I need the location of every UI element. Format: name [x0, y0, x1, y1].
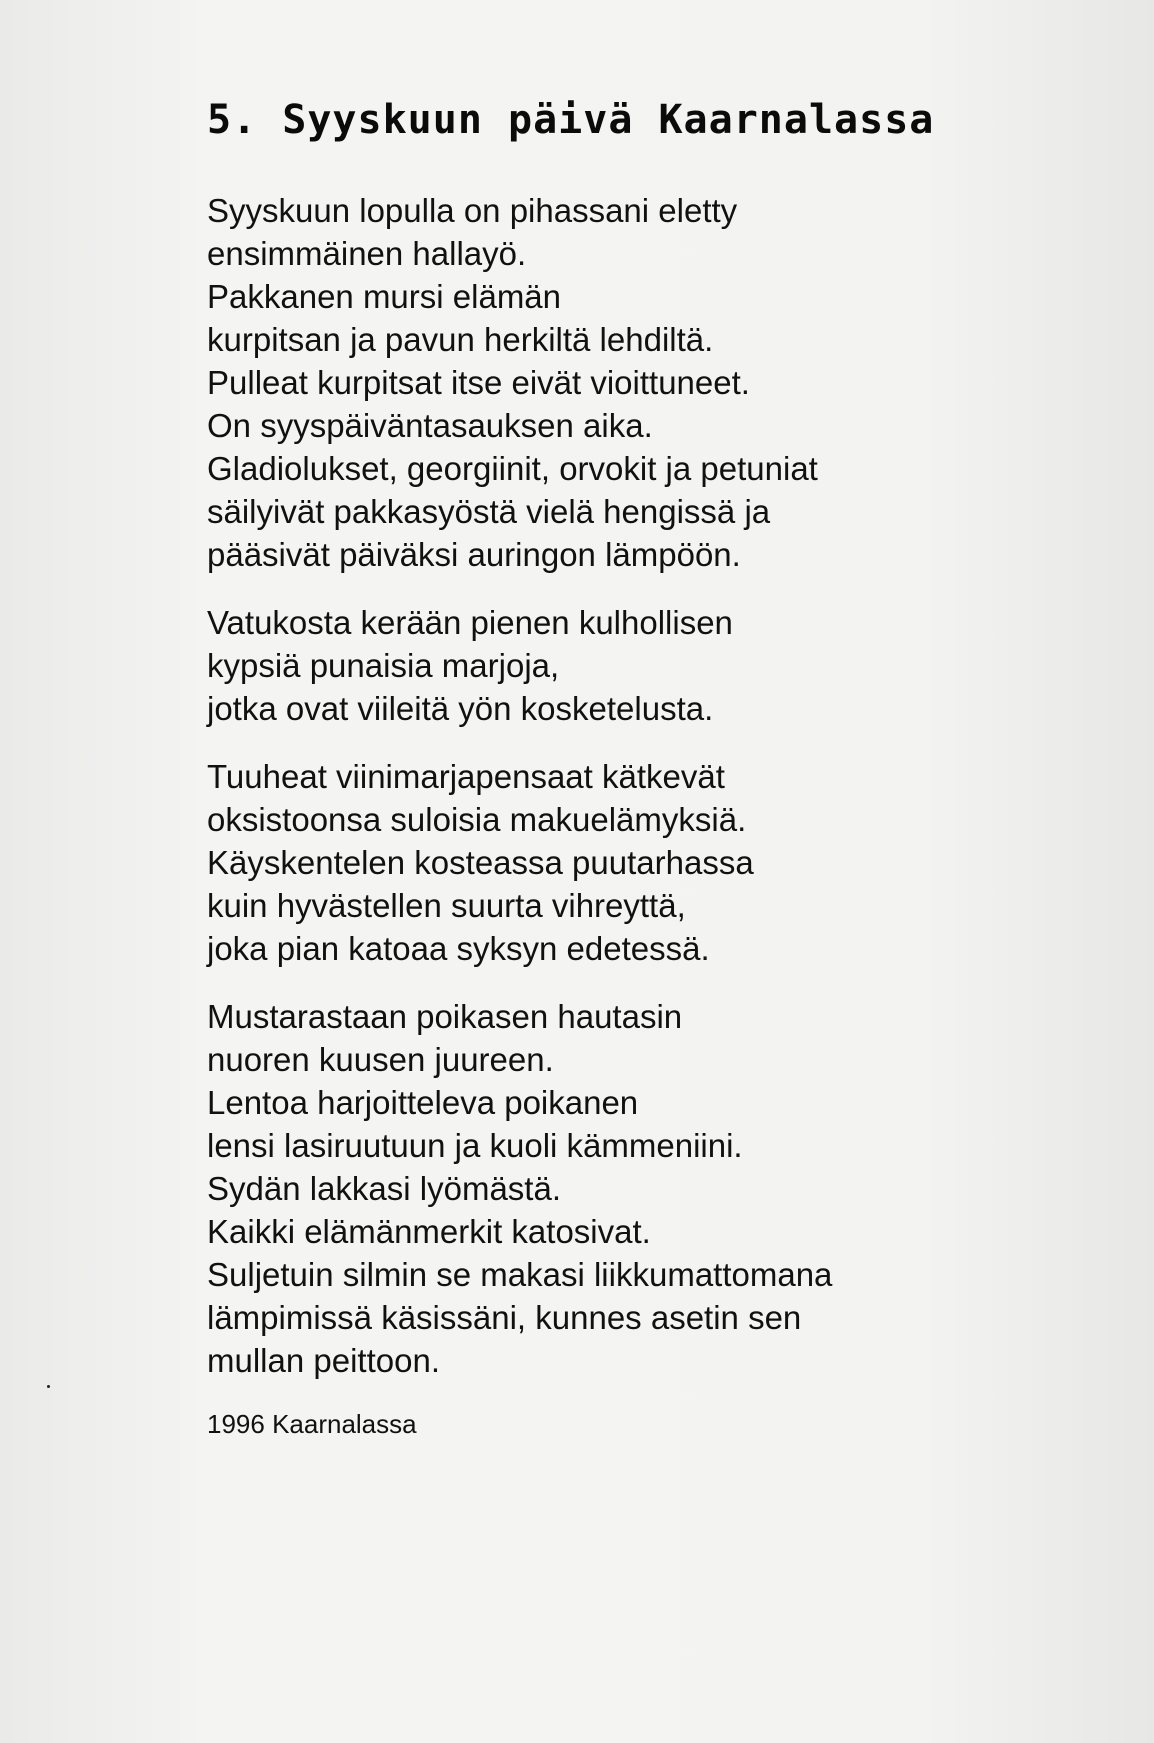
- poem-line: Lentoa harjoitteleva poikanen: [207, 1084, 639, 1121]
- poem-line: pääsivät päiväksi auringon lämpöön.: [207, 536, 741, 573]
- poem-line: kurpitsan ja pavun herkiltä lehdiltä.: [207, 321, 714, 358]
- poem-line: kypsiä punaisia marjoja,: [207, 647, 560, 684]
- poem-content: [207, 96, 1067, 1441]
- poem-line: Mustarastaan poikasen hautasin: [207, 998, 683, 1035]
- poem-line: On syyspäiväntasauksen aika.: [207, 407, 653, 444]
- poem-line: säilyivät pakkasyöstä vielä hengissä ja: [207, 493, 771, 530]
- poem-line: nuoren kuusen juureen.: [207, 1041, 554, 1078]
- poem-line: oksistoonsa suloisia makuelämyksiä.: [207, 801, 747, 838]
- poem-line: Kaikki elämänmerkit katosivat.: [207, 1213, 651, 1250]
- print-speck: [47, 1385, 50, 1388]
- stanza-1: [207, 189, 1067, 576]
- poem-line: mullan peittoon.: [207, 1342, 440, 1379]
- poem-line: jotka ovat viileitä yön kosketelusta.: [207, 690, 714, 727]
- poem-line: Vatukosta kerään pienen kulhollisen: [207, 604, 733, 641]
- poem-line: Gladiolukset, georgiinit, orvokit ja petuniat: [207, 450, 818, 487]
- poem-line: Suljetuin silmin se makasi liikkumattomana: [207, 1256, 833, 1293]
- poem-line: Tuuheat viinimarjapensaat kätkevät: [207, 758, 725, 795]
- stanza-3: [207, 755, 1067, 970]
- poem-line: lensi lasiruutuun ja kuoli kämmeniini.: [207, 1127, 743, 1164]
- poem-line: kuin hyvästellen suurta vihreyttä,: [207, 887, 686, 924]
- poem-line: Käyskentelen kosteassa puutarhassa: [207, 844, 754, 881]
- poem-line: Syyskuun lopulla on pihassani eletty: [207, 192, 738, 229]
- poem-footer: 1996 Kaarnalassa: [207, 1409, 417, 1439]
- poem-title: 5. Syyskuun päivä Kaarnalassa: [207, 97, 935, 143]
- poem-line: Pakkanen mursi elämän: [207, 278, 562, 315]
- poem-line: Pulleat kurpitsat itse eivät vioittuneet.: [207, 364, 750, 401]
- poem-line: Sydän lakkasi lyömästä.: [207, 1170, 561, 1207]
- poem-line: lämpimissä käsissäni, kunnes asetin sen: [207, 1299, 802, 1336]
- stanza-2: [207, 601, 1067, 730]
- poem-line: joka pian katoaa syksyn edetessä.: [207, 930, 710, 967]
- stanza-4: [207, 995, 1067, 1382]
- poem-line: ensimmäinen hallayö.: [207, 235, 527, 272]
